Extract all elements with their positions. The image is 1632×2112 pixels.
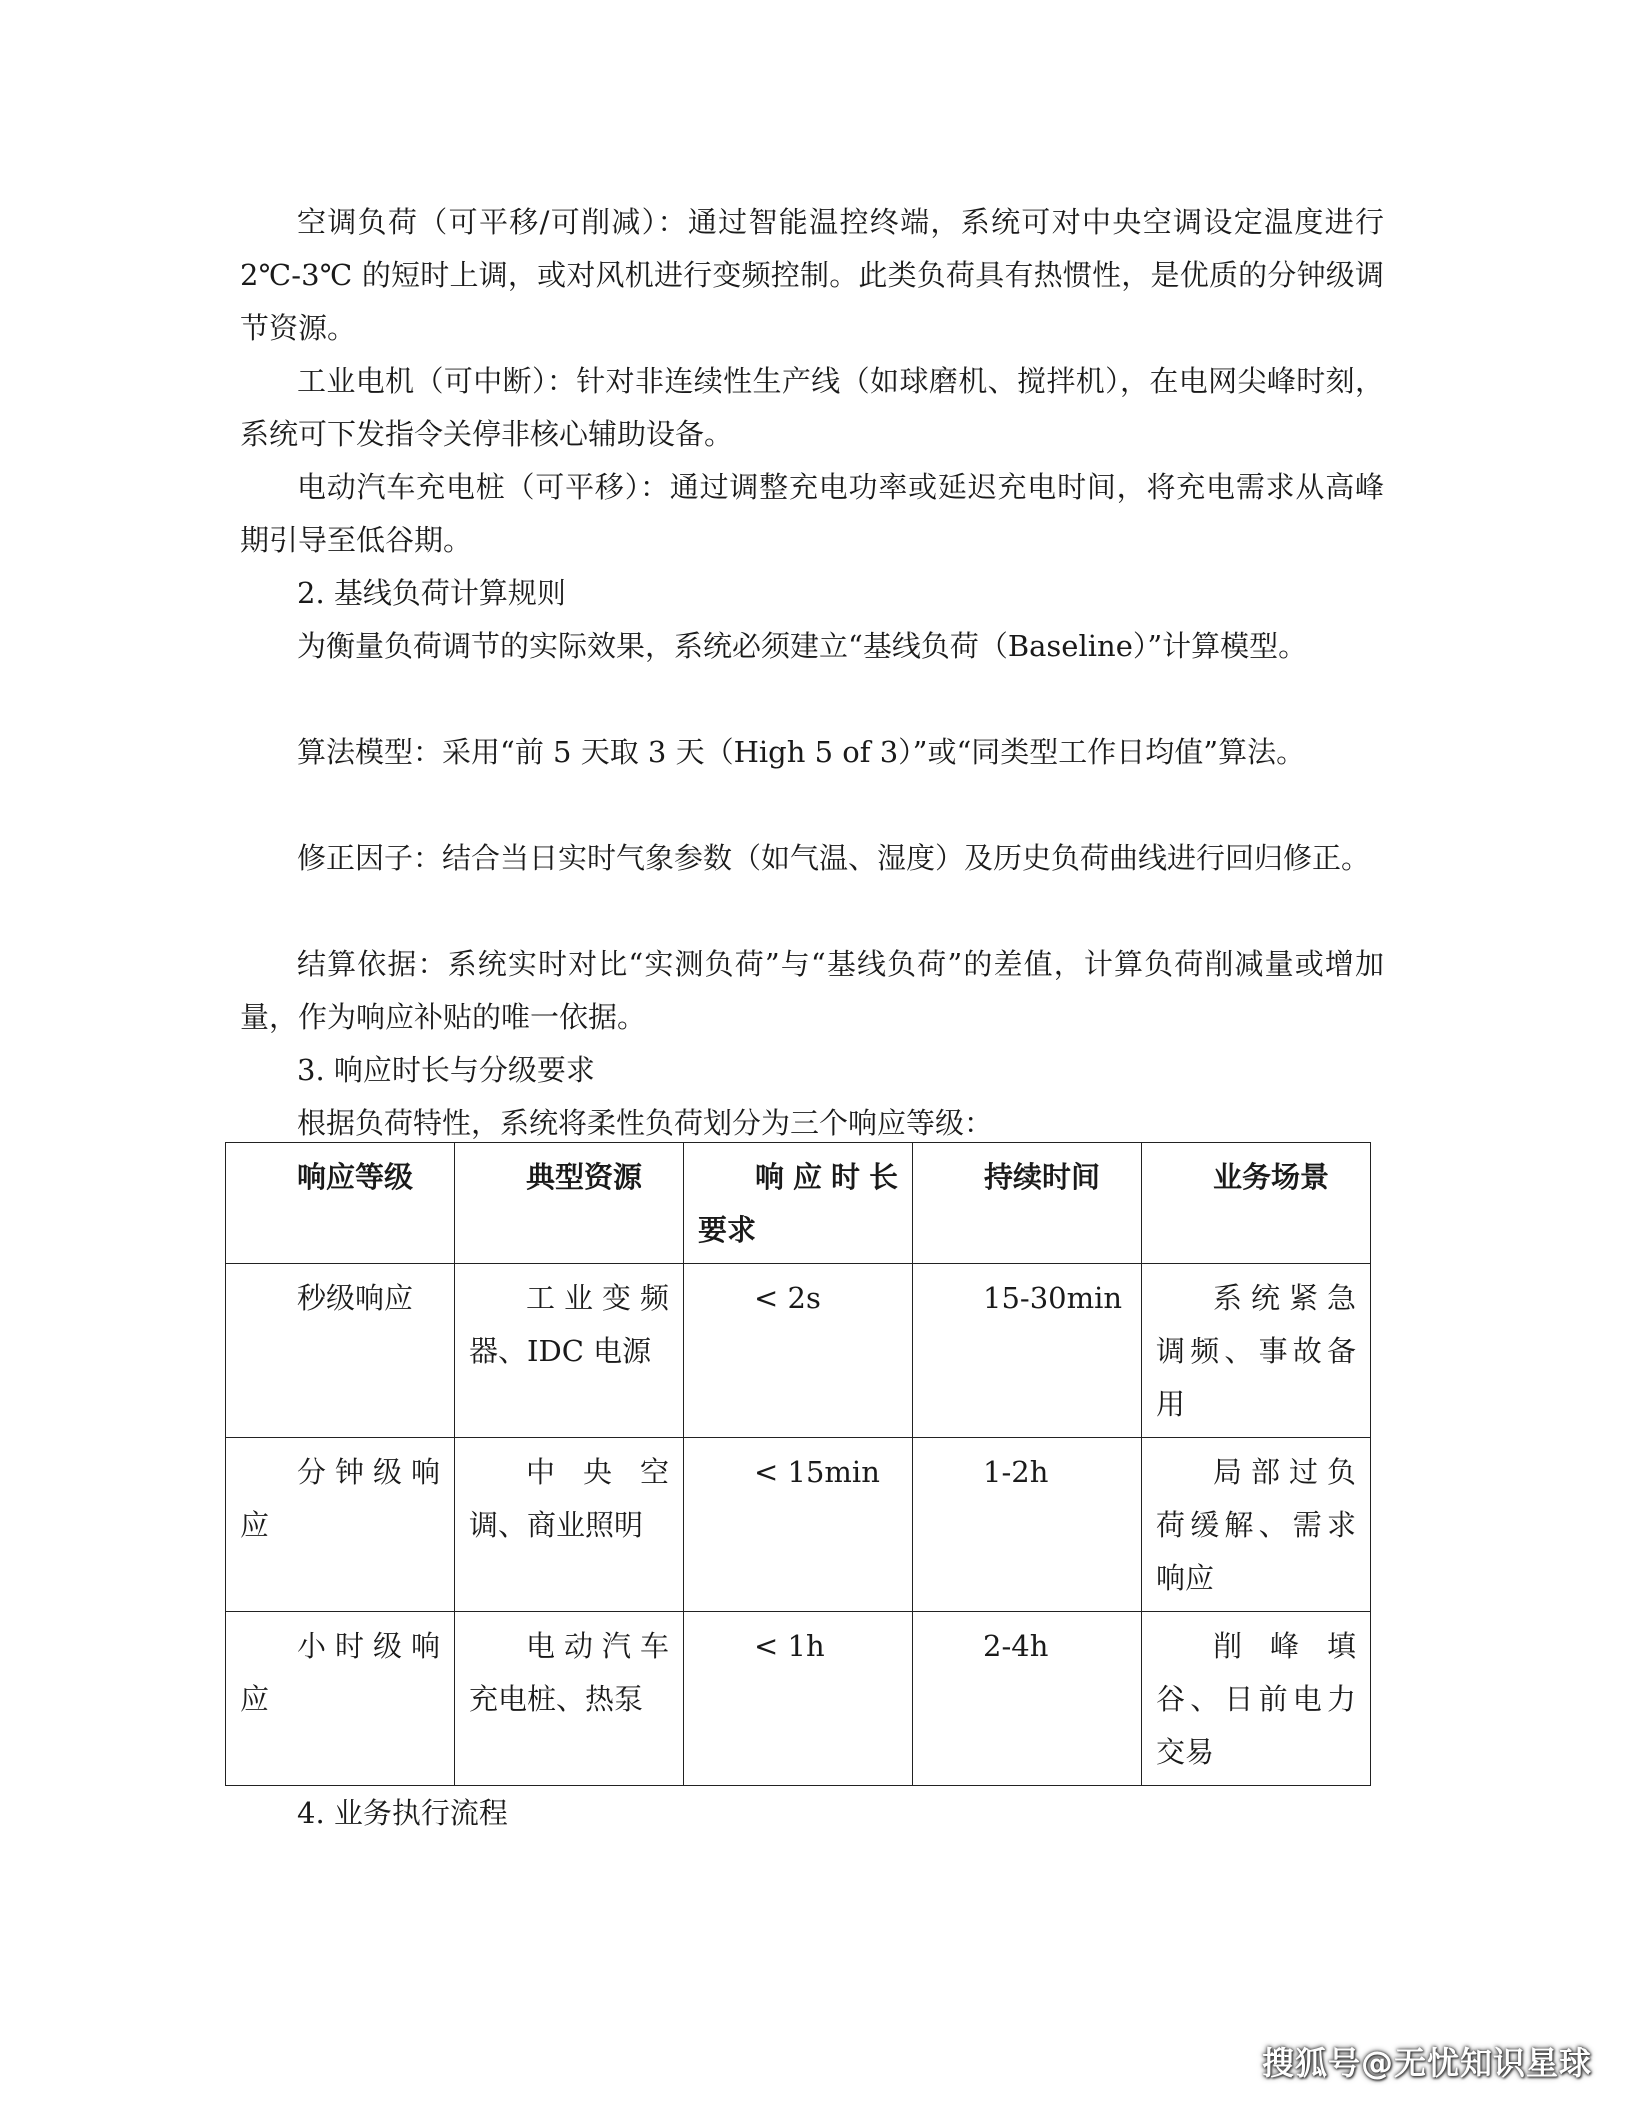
section-heading-workflow: 4. 业务执行流程 xyxy=(297,1796,508,1830)
table-row xyxy=(226,1264,1371,1438)
table-cell: 分钟级响应 xyxy=(226,1438,455,1612)
table-header-cell: 响应时长要求 xyxy=(684,1143,913,1264)
table-cell: 工业变频器、IDC 电源 xyxy=(455,1264,684,1438)
response-level-table xyxy=(225,1142,1371,1786)
table-header-cell: 典型资源 xyxy=(455,1143,684,1264)
table-cell: 电动汽车充电桩、热泵 xyxy=(455,1612,684,1786)
table-row xyxy=(226,1612,1371,1786)
table-header-cell: 业务场景 xyxy=(1142,1143,1371,1264)
paragraph-settlement-basis: 结算依据：系统实时对比“实测负荷”与“基线负荷”的差值，计算负荷削减量或增加量，作为响应补贴的唯一依据。 xyxy=(240,947,1384,1034)
table-cell: 小时级响应 xyxy=(226,1612,455,1786)
paragraph-ev-charging: 电动汽车充电桩（可平移）：通过调整充电功率或延迟充电时间，将充电需求从高峰期引导至低谷期。 xyxy=(240,470,1384,557)
table-cell: < 1h xyxy=(684,1612,913,1786)
table-cell: 中央空调、商业照明 xyxy=(455,1438,684,1612)
paragraph-response-intro: 根据负荷特性，系统将柔性负荷划分为三个响应等级： xyxy=(297,1106,994,1140)
table-cell: < 2s xyxy=(684,1264,913,1438)
table-cell: 系统紧急调频、事故备用 xyxy=(1142,1264,1371,1438)
table-row xyxy=(226,1438,1371,1612)
table-cell: 秒级响应 xyxy=(226,1264,455,1438)
table-header-cell: 响应等级 xyxy=(226,1143,455,1264)
paragraph-correction-factor: 修正因子：结合当日实时气象参数（如气温、湿度）及历史负荷曲线进行回归修正。 xyxy=(297,841,1371,875)
table-cell: < 15min xyxy=(684,1438,913,1612)
paragraph-baseline-intro: 为衡量负荷调节的实际效果，系统必须建立“基线负荷（Baseline）”计算模型。 xyxy=(297,629,1308,663)
watermark-text: 搜狐号@无忧知识星球 xyxy=(1261,2044,1592,2082)
section-heading-response: 3. 响应时长与分级要求 xyxy=(297,1053,595,1087)
table-cell: 2-4h xyxy=(913,1612,1142,1786)
table-cell: 局部过负荷缓解、需求响应 xyxy=(1142,1438,1371,1612)
paragraph-algorithm-model: 算法模型：采用“前 5 天取 3 天（High 5 of 3）”或“同类型工作日均值”算法。 xyxy=(297,735,1306,769)
table-header-cell: 持续时间 xyxy=(913,1143,1142,1264)
table-cell: 削峰填谷、日前电力交易 xyxy=(1142,1612,1371,1786)
paragraph-air-conditioning: 空调负荷（可平移/可削减）：通过智能温控终端，系统可对中央空调设定温度进行 2℃-3℃ 的短时上调，或对风机进行变频控制。此类负荷具有热惯性，是优质的分钟级调节资源。 xyxy=(240,205,1384,345)
table-cell: 15-30min xyxy=(913,1264,1142,1438)
paragraph-industrial-motor: 工业电机（可中断）：针对非连续性生产线（如球磨机、搅拌机），在电网尖峰时刻，系统可下发指令关停非核心辅助设备。 xyxy=(240,364,1384,451)
section-heading-baseline: 2. 基线负荷计算规则 xyxy=(297,576,566,610)
table-cell: 1-2h xyxy=(913,1438,1142,1612)
table-header-row xyxy=(226,1143,1371,1264)
